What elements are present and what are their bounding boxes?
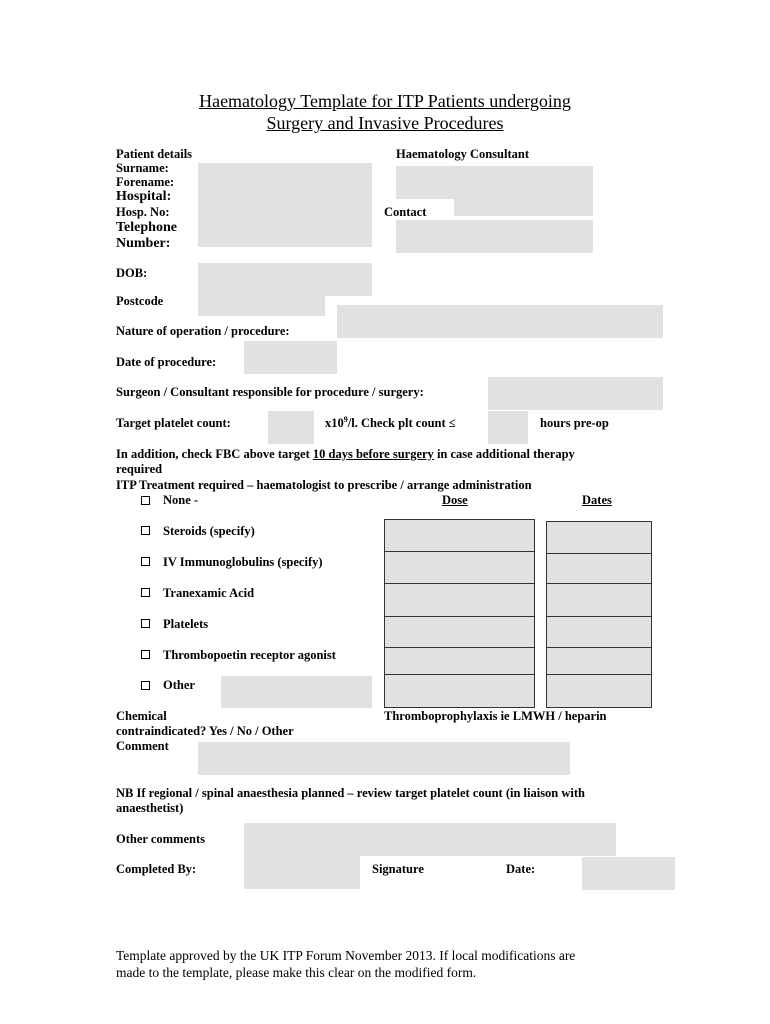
nature-of-operation-label: Nature of operation / procedure: [116, 324, 290, 338]
option-thrombopoetin-label: Thrombopoetin receptor agonist [163, 648, 336, 662]
dates-iv-immunoglobulins-field[interactable] [546, 553, 652, 584]
surname-label: Surname: [116, 161, 169, 175]
dose-iv-immunoglobulins-field[interactable] [384, 551, 535, 584]
contraindicated-question: contraindicated? Yes / No / Other [116, 724, 294, 738]
patient-details-field[interactable] [198, 163, 372, 247]
option-steroids-label: Steroids (specify) [163, 524, 255, 538]
surgeon-field[interactable] [488, 377, 663, 410]
consultant-heading: Haematology Consultant [396, 147, 529, 161]
dates-tranexamic-acid-field[interactable] [546, 583, 652, 617]
footnote-line-1: Template approved by the UK ITP Forum November 2013. If local modifications are [116, 948, 576, 963]
steroids-checkbox[interactable] [141, 526, 150, 535]
date-of-procedure-field[interactable] [244, 341, 337, 374]
tranexamic-acid-checkbox[interactable] [141, 588, 150, 597]
footnote-line-2: made to the template, please make this clear on the modified form. [116, 965, 477, 980]
none-checkbox[interactable] [141, 496, 150, 505]
other-comments-field[interactable] [244, 823, 616, 856]
other-treatment-field[interactable] [221, 676, 372, 708]
fbc-instruction: In addition, check FBC above target 10 days before surgery in case additional therapy [116, 447, 575, 461]
date-field[interactable] [582, 857, 675, 890]
dates-thrombopoetin-field[interactable] [546, 647, 652, 675]
comment-label: Comment [116, 739, 169, 753]
option-other-label: Other [163, 678, 195, 692]
dose-platelets-field[interactable] [384, 616, 535, 648]
dob-label: DOB: [116, 266, 148, 280]
date-label: Date: [506, 862, 536, 876]
platelets-checkbox[interactable] [141, 619, 150, 628]
fbc-instruction-line-2: required [116, 462, 163, 476]
telephone-label: Telephone [116, 220, 177, 235]
page-title [0, 90, 770, 112]
target-platelet-field[interactable] [268, 411, 314, 444]
completed-by-field[interactable] [244, 856, 360, 889]
title-line-2: Surgery and Invasive Procedures [266, 113, 504, 133]
platelet-unit-label: $x10^9/l$. Check plt count ≤ [325, 414, 456, 430]
hours-pre-op-field[interactable] [488, 411, 528, 444]
dose-tranexamic-acid-field[interactable] [384, 583, 535, 617]
surgeon-label: Surgeon / Consultant responsible for procedure / surgery: [116, 385, 424, 399]
hours-pre-op-label: hours pre-op [540, 416, 609, 430]
hosp-no-label: Hosp. No: [116, 205, 170, 219]
completed-by-label: Completed By: [116, 862, 197, 876]
contact-label: Contact [384, 205, 427, 219]
number-label: Number: [116, 236, 171, 251]
dose-steroids-field[interactable] [384, 519, 535, 552]
dates-column-header: Dates [582, 493, 612, 507]
dob-field[interactable] [198, 263, 372, 296]
option-tranexamic-acid-label: Tranexamic Acid [163, 586, 255, 600]
nb-note: NB If regional / spinal anaesthesia planned – review target platelet count (in liaison with [116, 786, 586, 800]
option-iv-immunoglobulins-label: IV Immunoglobulins (specify) [163, 555, 323, 569]
dates-platelets-field[interactable] [546, 616, 652, 648]
date-of-procedure-label: Date of procedure: [116, 355, 217, 369]
signature-label: Signature [372, 862, 424, 876]
forename-label: Forename: [116, 175, 175, 189]
contact-field[interactable] [396, 220, 593, 253]
hospital-label: Hospital: [116, 189, 172, 204]
dose-thrombopoetin-field[interactable] [384, 647, 535, 675]
dates-steroids-field[interactable] [546, 521, 652, 554]
patient-details-heading: Patient details [116, 147, 193, 161]
dates-other-field[interactable] [546, 674, 652, 708]
dose-column-header: Dose [442, 493, 468, 507]
dose-other-field[interactable] [384, 674, 535, 708]
option-none-label: None - [163, 493, 199, 507]
nature-of-operation-field[interactable] [337, 305, 663, 338]
target-platelet-label: Target platelet count: [116, 416, 231, 430]
postcode-field[interactable] [198, 296, 325, 316]
thrombopoetin-checkbox[interactable] [141, 650, 150, 659]
other-checkbox[interactable] [141, 681, 150, 690]
postcode-label: Postcode [116, 294, 164, 308]
nb-note-line-2: anaesthetist) [116, 801, 184, 815]
title-line-1: Haematology Template for ITP Patients undergoing [199, 91, 571, 111]
comment-field[interactable] [198, 742, 570, 775]
option-platelets-label: Platelets [163, 617, 209, 631]
page-subtitle [0, 112, 770, 134]
other-comments-label: Other comments [116, 832, 205, 846]
thromboprophylaxis-label: Thromboprophylaxis ie LMWH / heparin [384, 709, 607, 723]
chemical-label: Chemical [116, 709, 167, 723]
itp-treatment-heading: ITP Treatment required – haematologist to prescribe / arrange administration [116, 478, 532, 492]
iv-immunoglobulins-checkbox[interactable] [141, 557, 150, 566]
